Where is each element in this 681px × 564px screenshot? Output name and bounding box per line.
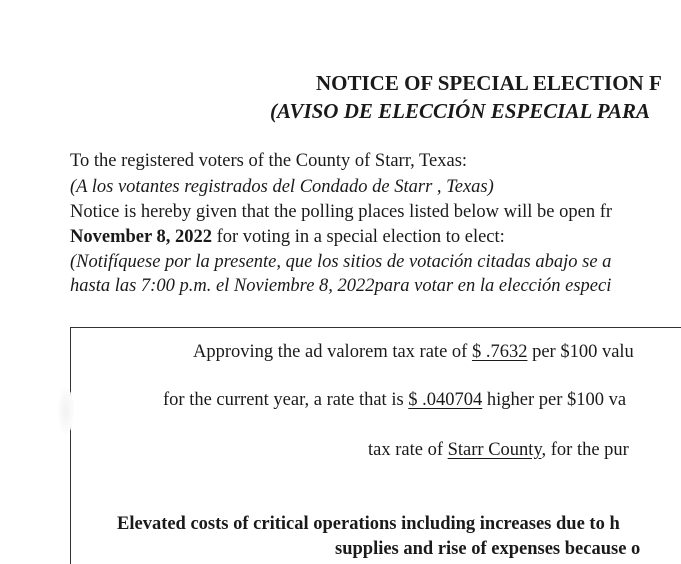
rate-increase-label: for the current year, a rate that is [163,390,409,410]
notice-title-spanish: (AVISO DE ELECCIÓN ESPECIAL PARA [270,99,651,123]
rate-increase-value: $ .040704 [408,390,483,410]
proposition-reason-line-1: Elevated costs of critical operations including increases due to h [117,514,620,534]
proposition-reason-line-2: supplies and rise of expenses because o [335,539,641,559]
scan-hole-mark [58,388,74,434]
county-suffix: , for the pur [541,440,629,460]
county-value: Starr County [447,440,542,460]
county-label: tax rate of [368,440,448,460]
tax-rate-label: Approving the ad valorem tax rate of [193,342,472,362]
proposition-county-line [368,439,629,461]
election-date: November 8, 2022 [70,227,212,247]
intro-line-notice: Notice is hereby given that the polling places listed below will be open fr [70,202,613,222]
tax-rate-value: $ .7632 [471,342,528,362]
notice-title: NOTICE OF SPECIAL ELECTION F [316,71,662,95]
intro-line-voters: To the registered voters of the County of Starr, Texas: [70,151,468,171]
tax-rate-suffix: per $100 valu [527,342,634,362]
intro-line-hours-spanish: hasta las 7:00 p.m. el Noviembre 8, 2022para votar en la elección especi [70,276,612,296]
intro-line-voters-spanish: (A los votantes registrados del Condado de Starr , Texas) [70,177,494,197]
intro-line-notice-spanish: (Notifíquese por la presente, que los sitios de votación citadas abajo se a [70,252,612,272]
rate-increase-suffix: higher per $100 va [482,390,627,410]
proposition-tax-rate-line [193,341,634,363]
intro-line-election-date [70,226,505,248]
election-purpose: for voting in a special election to elect: [211,227,505,247]
proposition-rate-increase-line [163,389,626,411]
